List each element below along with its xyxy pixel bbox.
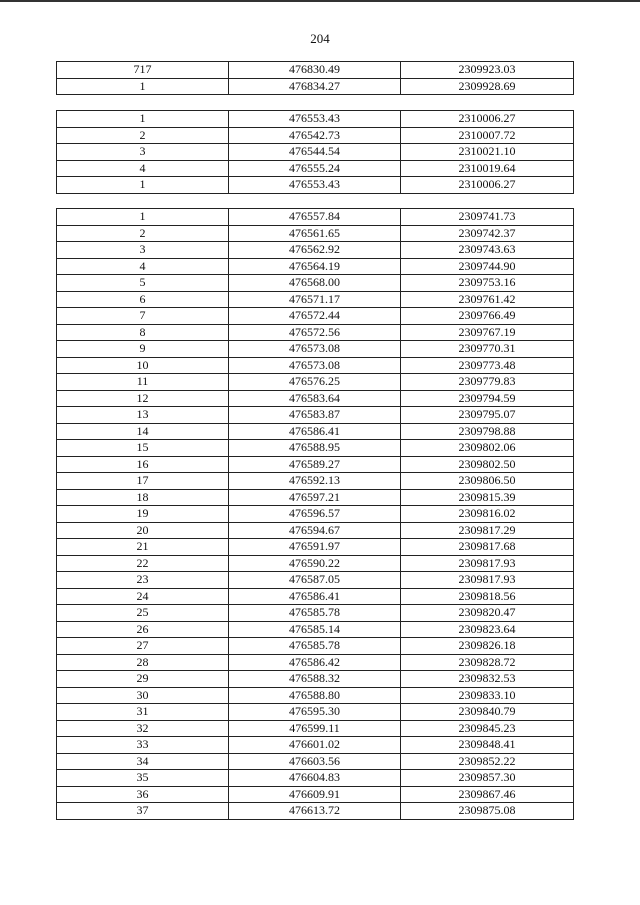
table-row — [57, 209, 574, 226]
y-coordinate-cell: 2309817.68 — [401, 539, 574, 556]
point-number-cell: 25 — [57, 605, 229, 622]
y-coordinate-cell: 2309867.46 — [401, 786, 574, 803]
y-coordinate-cell: 2310006.27 — [401, 177, 574, 194]
coordinate-table-3 — [56, 208, 574, 820]
point-number-cell: 3 — [57, 242, 229, 259]
y-coordinate-cell: 2310006.27 — [401, 111, 574, 128]
y-coordinate-cell: 2309767.19 — [401, 324, 574, 341]
x-coordinate-cell: 476544.54 — [229, 144, 401, 161]
table-row — [57, 291, 574, 308]
y-coordinate-cell: 2309743.63 — [401, 242, 574, 259]
point-number-cell: 11 — [57, 374, 229, 391]
point-number-cell: 20 — [57, 522, 229, 539]
y-coordinate-cell: 2309744.90 — [401, 258, 574, 275]
point-number-cell: 16 — [57, 456, 229, 473]
point-number-cell: 31 — [57, 704, 229, 721]
x-coordinate-cell: 476573.08 — [229, 341, 401, 358]
y-coordinate-cell: 2309798.88 — [401, 423, 574, 440]
y-coordinate-cell: 2309753.16 — [401, 275, 574, 292]
y-coordinate-cell: 2309820.47 — [401, 605, 574, 622]
x-coordinate-cell: 476588.32 — [229, 671, 401, 688]
y-coordinate-cell: 2309794.59 — [401, 390, 574, 407]
x-coordinate-cell: 476583.64 — [229, 390, 401, 407]
table-row — [57, 242, 574, 259]
y-coordinate-cell: 2309845.23 — [401, 720, 574, 737]
x-coordinate-cell: 476591.97 — [229, 539, 401, 556]
x-coordinate-cell: 476587.05 — [229, 572, 401, 589]
point-number-cell: 27 — [57, 638, 229, 655]
x-coordinate-cell: 476571.17 — [229, 291, 401, 308]
x-coordinate-cell: 476588.95 — [229, 440, 401, 457]
top-border-line — [0, 0, 640, 2]
x-coordinate-cell: 476595.30 — [229, 704, 401, 721]
x-coordinate-cell: 476557.84 — [229, 209, 401, 226]
table-row — [57, 489, 574, 506]
y-coordinate-cell: 2309852.22 — [401, 753, 574, 770]
x-coordinate-cell: 476572.44 — [229, 308, 401, 325]
y-coordinate-cell: 2309923.03 — [401, 62, 574, 79]
table-row — [57, 786, 574, 803]
x-coordinate-cell: 476589.27 — [229, 456, 401, 473]
y-coordinate-cell: 2310019.64 — [401, 160, 574, 177]
point-number-cell: 9 — [57, 341, 229, 358]
x-coordinate-cell: 476555.24 — [229, 160, 401, 177]
point-number-cell: 5 — [57, 275, 229, 292]
x-coordinate-cell: 476592.13 — [229, 473, 401, 490]
point-number-cell: 32 — [57, 720, 229, 737]
table-row — [57, 324, 574, 341]
point-number-cell: 26 — [57, 621, 229, 638]
table-row — [57, 127, 574, 144]
point-number-cell: 17 — [57, 473, 229, 490]
table-row — [57, 539, 574, 556]
y-coordinate-cell: 2309742.37 — [401, 225, 574, 242]
x-coordinate-cell: 476830.49 — [229, 62, 401, 79]
point-number-cell: 4 — [57, 160, 229, 177]
x-coordinate-cell: 476603.56 — [229, 753, 401, 770]
x-coordinate-cell: 476564.19 — [229, 258, 401, 275]
point-number-cell: 2 — [57, 127, 229, 144]
page-number: 204 — [310, 31, 330, 46]
table-row — [57, 803, 574, 820]
point-number-cell: 23 — [57, 572, 229, 589]
table-row — [57, 506, 574, 523]
table-row — [57, 654, 574, 671]
x-coordinate-cell: 476585.78 — [229, 605, 401, 622]
y-coordinate-cell: 2309840.79 — [401, 704, 574, 721]
y-coordinate-cell: 2309828.72 — [401, 654, 574, 671]
table-row — [57, 423, 574, 440]
table-row — [57, 621, 574, 638]
point-number-cell: 24 — [57, 588, 229, 605]
x-coordinate-cell: 476586.41 — [229, 423, 401, 440]
table-row — [57, 605, 574, 622]
x-coordinate-cell: 476588.80 — [229, 687, 401, 704]
point-number-cell: 4 — [57, 258, 229, 275]
y-coordinate-cell: 2309773.48 — [401, 357, 574, 374]
point-number-cell: 717 — [57, 62, 229, 79]
x-coordinate-cell: 476585.78 — [229, 638, 401, 655]
point-number-cell: 12 — [57, 390, 229, 407]
x-coordinate-cell: 476553.43 — [229, 177, 401, 194]
table-row — [57, 638, 574, 655]
table-row — [57, 407, 574, 424]
table-row — [57, 588, 574, 605]
point-number-cell: 34 — [57, 753, 229, 770]
x-coordinate-cell: 476834.27 — [229, 78, 401, 95]
y-coordinate-cell: 2309802.06 — [401, 440, 574, 457]
table-row — [57, 671, 574, 688]
x-coordinate-cell: 476586.41 — [229, 588, 401, 605]
table-row — [57, 177, 574, 194]
x-coordinate-cell: 476590.22 — [229, 555, 401, 572]
coordinate-table-2 — [56, 110, 574, 194]
point-number-cell: 29 — [57, 671, 229, 688]
point-number-cell: 28 — [57, 654, 229, 671]
y-coordinate-cell: 2309818.56 — [401, 588, 574, 605]
y-coordinate-cell: 2309857.30 — [401, 770, 574, 787]
table-row — [57, 275, 574, 292]
coordinate-table-1 — [56, 61, 574, 95]
y-coordinate-cell: 2310007.72 — [401, 127, 574, 144]
table-row — [57, 753, 574, 770]
point-number-cell: 15 — [57, 440, 229, 457]
y-coordinate-cell: 2309817.93 — [401, 572, 574, 589]
point-number-cell: 13 — [57, 407, 229, 424]
point-number-cell: 7 — [57, 308, 229, 325]
table-row — [57, 357, 574, 374]
y-coordinate-cell: 2309770.31 — [401, 341, 574, 358]
point-number-cell: 2 — [57, 225, 229, 242]
point-number-cell: 19 — [57, 506, 229, 523]
table-row — [57, 555, 574, 572]
point-number-cell: 10 — [57, 357, 229, 374]
y-coordinate-cell: 2309832.53 — [401, 671, 574, 688]
x-coordinate-cell: 476561.65 — [229, 225, 401, 242]
table-row — [57, 522, 574, 539]
y-coordinate-cell: 2309761.42 — [401, 291, 574, 308]
x-coordinate-cell: 476553.43 — [229, 111, 401, 128]
x-coordinate-cell: 476542.73 — [229, 127, 401, 144]
y-coordinate-cell: 2309928.69 — [401, 78, 574, 95]
y-coordinate-cell: 2309826.18 — [401, 638, 574, 655]
y-coordinate-cell: 2309802.50 — [401, 456, 574, 473]
point-number-cell: 14 — [57, 423, 229, 440]
table-row — [57, 720, 574, 737]
point-number-cell: 6 — [57, 291, 229, 308]
x-coordinate-cell: 476601.02 — [229, 737, 401, 754]
x-coordinate-cell: 476596.57 — [229, 506, 401, 523]
x-coordinate-cell: 476562.92 — [229, 242, 401, 259]
y-coordinate-cell: 2309806.50 — [401, 473, 574, 490]
x-coordinate-cell: 476609.91 — [229, 786, 401, 803]
y-coordinate-cell: 2309816.02 — [401, 506, 574, 523]
table-row — [57, 456, 574, 473]
point-number-cell: 33 — [57, 737, 229, 754]
point-number-cell: 22 — [57, 555, 229, 572]
x-coordinate-cell: 476599.11 — [229, 720, 401, 737]
y-coordinate-cell: 2310021.10 — [401, 144, 574, 161]
table-row — [57, 308, 574, 325]
point-number-cell: 1 — [57, 209, 229, 226]
y-coordinate-cell: 2309795.07 — [401, 407, 574, 424]
table-row — [57, 390, 574, 407]
table-row — [57, 770, 574, 787]
y-coordinate-cell: 2309741.73 — [401, 209, 574, 226]
point-number-cell: 36 — [57, 786, 229, 803]
y-coordinate-cell: 2309779.83 — [401, 374, 574, 391]
point-number-cell: 1 — [57, 177, 229, 194]
y-coordinate-cell: 2309848.41 — [401, 737, 574, 754]
table-row — [57, 111, 574, 128]
table-row — [57, 473, 574, 490]
point-number-cell: 3 — [57, 144, 229, 161]
y-coordinate-cell: 2309815.39 — [401, 489, 574, 506]
x-coordinate-cell: 476585.14 — [229, 621, 401, 638]
x-coordinate-cell: 476573.08 — [229, 357, 401, 374]
table-row — [57, 687, 574, 704]
table-row — [57, 737, 574, 754]
x-coordinate-cell: 476597.21 — [229, 489, 401, 506]
table-row — [57, 225, 574, 242]
point-number-cell: 21 — [57, 539, 229, 556]
table-row — [57, 144, 574, 161]
y-coordinate-cell: 2309833.10 — [401, 687, 574, 704]
table-row — [57, 341, 574, 358]
x-coordinate-cell: 476613.72 — [229, 803, 401, 820]
point-number-cell: 1 — [57, 111, 229, 128]
x-coordinate-cell: 476594.67 — [229, 522, 401, 539]
table-row — [57, 572, 574, 589]
x-coordinate-cell: 476604.83 — [229, 770, 401, 787]
y-coordinate-cell: 2309766.49 — [401, 308, 574, 325]
table-row — [57, 374, 574, 391]
point-number-cell: 30 — [57, 687, 229, 704]
y-coordinate-cell: 2309823.64 — [401, 621, 574, 638]
table-row — [57, 258, 574, 275]
point-number-cell: 8 — [57, 324, 229, 341]
y-coordinate-cell: 2309817.93 — [401, 555, 574, 572]
point-number-cell: 37 — [57, 803, 229, 820]
table-row — [57, 440, 574, 457]
y-coordinate-cell: 2309817.29 — [401, 522, 574, 539]
table-row — [57, 704, 574, 721]
x-coordinate-cell: 476583.87 — [229, 407, 401, 424]
table-row — [57, 62, 574, 79]
y-coordinate-cell: 2309875.08 — [401, 803, 574, 820]
x-coordinate-cell: 476572.56 — [229, 324, 401, 341]
point-number-cell: 35 — [57, 770, 229, 787]
table-row — [57, 160, 574, 177]
point-number-cell: 18 — [57, 489, 229, 506]
table-row — [57, 78, 574, 95]
x-coordinate-cell: 476568.00 — [229, 275, 401, 292]
x-coordinate-cell: 476576.25 — [229, 374, 401, 391]
point-number-cell: 1 — [57, 78, 229, 95]
x-coordinate-cell: 476586.42 — [229, 654, 401, 671]
